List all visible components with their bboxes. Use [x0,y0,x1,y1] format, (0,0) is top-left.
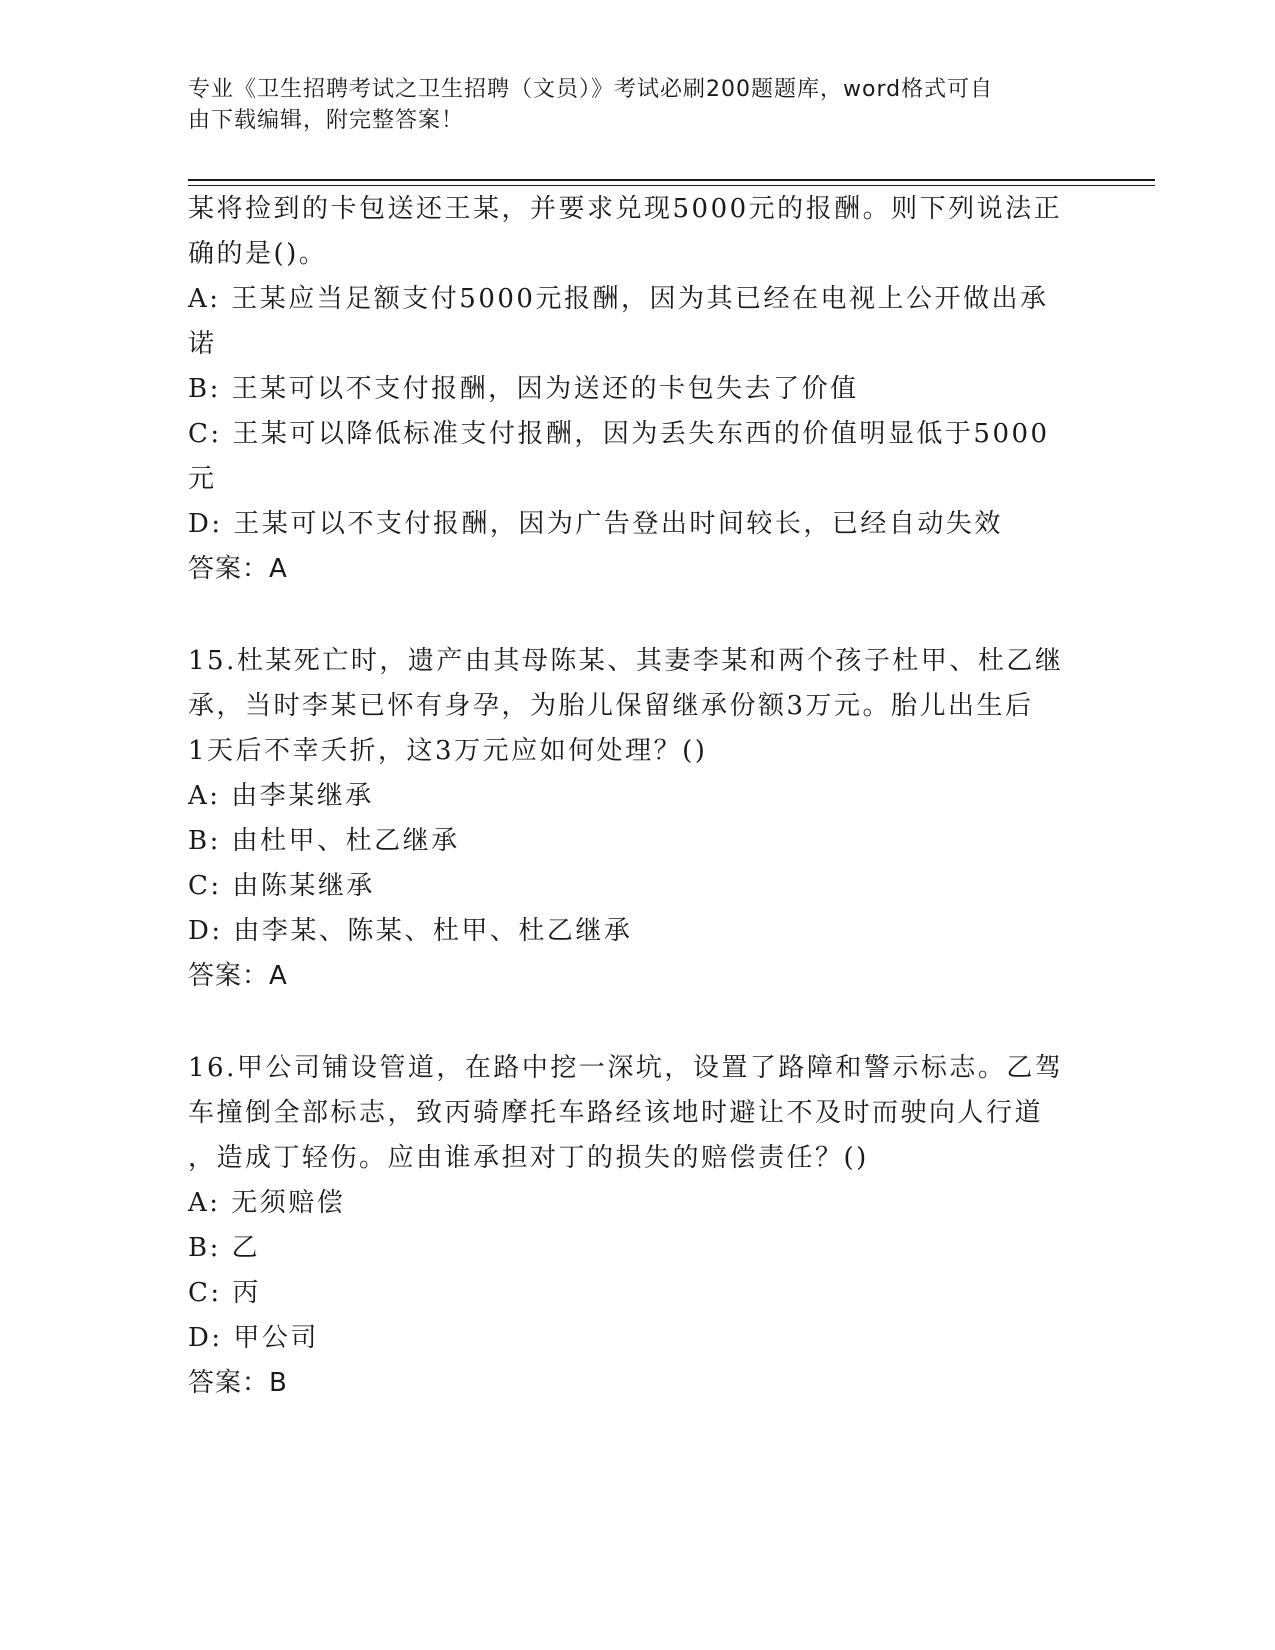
question-stem-line: 确的是()。 [188,239,328,269]
question-stem-line: ，造成丁轻伤。应由谁承担对丁的损失的赔偿责任？() [188,1143,869,1173]
answer-line: 答案：A [188,961,288,991]
option-a: A: 无须赔偿 [188,1188,346,1218]
option-b: B: 王某可以不支付报酬，因为送还的卡包失去了价值 [188,374,859,404]
header-line-2: 由下载编辑，附完整答案！ [188,108,465,133]
option-b: B: 乙 [188,1233,261,1263]
question-14 [188,187,1088,592]
header-line-1: 专业《卫生招聘考试之卫生招聘（文员）》考试必刷200题题库，word格式可自 [188,77,994,102]
option-c: C: 丙 [188,1278,261,1308]
answer-line: 答案：B [188,1368,288,1398]
question-stem-line: 车撞倒全部标志，致丙骑摩托车路经该地时避让不及时而驶向人行道 [188,1098,1044,1128]
header-divider-thin [188,185,1155,186]
option-a: A: 由李某继承 [188,781,374,811]
question-stem-line: 15.杜某死亡时，遗产由其母陈某、其妻李某和两个孩子杜甲、杜乙继 [188,646,1064,676]
option-d: D: 甲公司 [188,1323,319,1353]
option-d: D: 王某可以不支付报酬，因为广告登出时间较长，已经自动失效 [188,509,1003,539]
spacer [188,592,1088,639]
option-c: C: 王某可以降低标准支付报酬，因为丢失东西的价值明显低于5000 [188,419,1050,449]
question-15 [188,639,1088,999]
question-stem-line: 承，当时李某已怀有身孕，为胎儿保留继承份额3万元。胎儿出生后 [188,691,1034,721]
question-list [188,187,1088,1406]
option-a-continued: 诺 [188,329,217,359]
header-divider-thick [188,179,1155,181]
question-stem-line: 某将捡到的卡包送还王某，并要求兑现5000元的报酬。则下列说法正 [188,194,1063,224]
question-16 [188,1046,1088,1406]
option-c-continued: 元 [188,464,217,494]
question-stem-line: 16.甲公司铺设管道，在路中挖一深坑，设置了路障和警示标志。乙驾 [188,1053,1064,1083]
document-header [188,74,1068,136]
option-c: C: 由陈某继承 [188,871,375,901]
spacer [188,999,1088,1046]
option-a: A: 王某应当足额支付5000元报酬，因为其已经在电视上公开做出承 [188,284,1049,314]
question-stem-line: 1天后不幸夭折，这3万元应如何处理？() [188,736,708,766]
answer-line: 答案：A [188,554,288,584]
option-d: D: 由李某、陈某、杜甲、杜乙继承 [188,916,633,946]
option-b: B: 由杜甲、杜乙继承 [188,826,460,856]
